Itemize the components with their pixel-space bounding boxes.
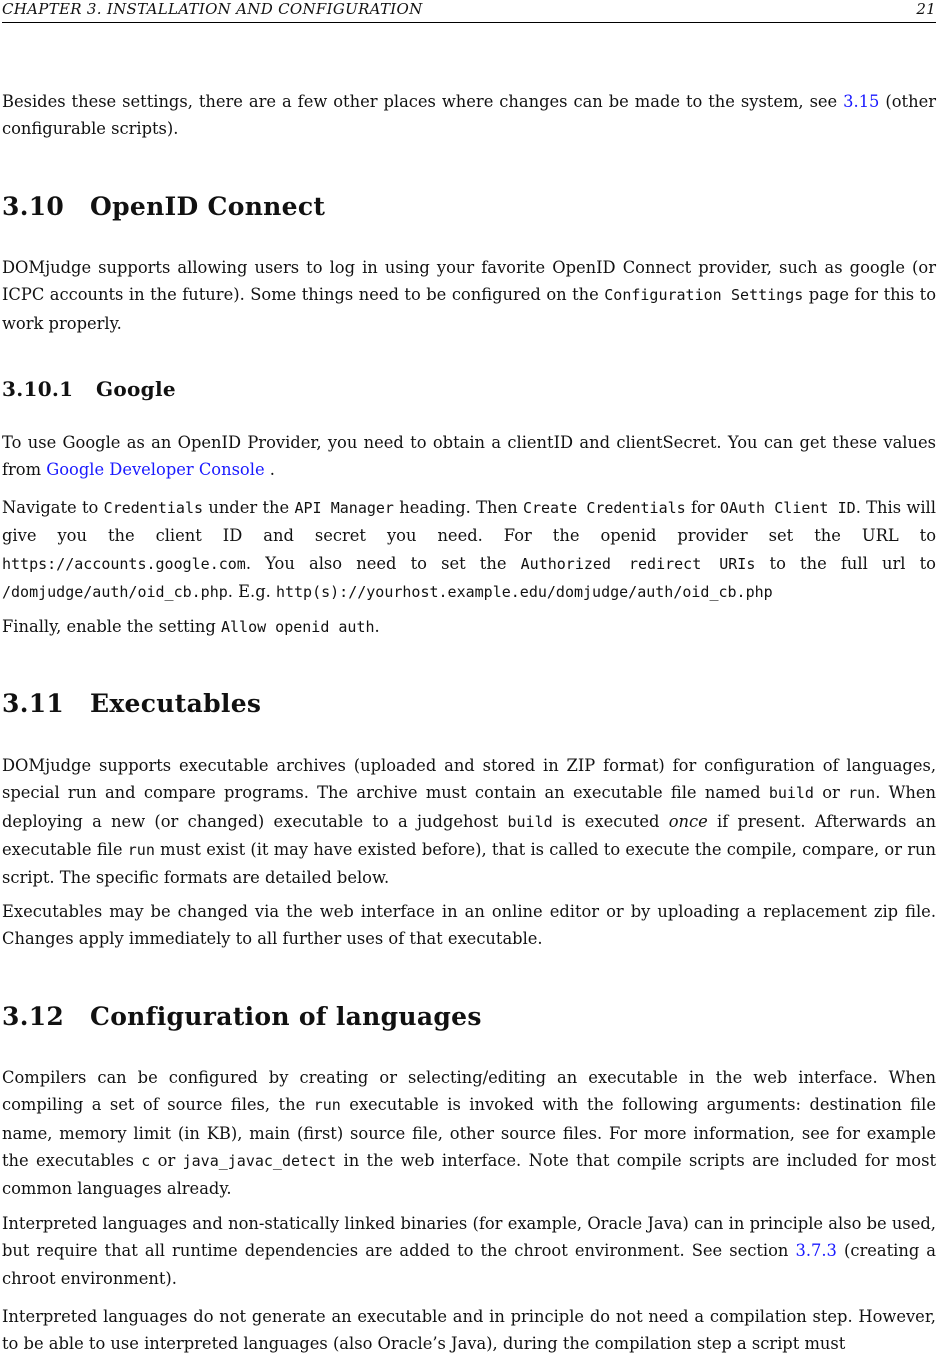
section-ref-link[interactable]: 3.15	[843, 92, 880, 111]
google-developer-console-link[interactable]: Google Developer Console	[46, 460, 265, 480]
inline-code: Create Credentials	[522, 499, 686, 517]
paragraph: Executables may be changed via the web interface in an online editor or by uploading a replacement zip file. Changes apply immediately to all further uses of that executable.	[2, 902, 936, 949]
section-heading	[2, 1002, 936, 1031]
inline-code: /domjudge/auth/oid_cb.php	[2, 582, 228, 601]
subsection-number: 3.10.1	[2, 377, 74, 401]
subsection-heading	[2, 377, 936, 401]
inline-code: java_javac_detect	[182, 1151, 337, 1170]
inline-code: Credentials	[103, 499, 204, 517]
paragraph: To use Google as an OpenID Provider, you need to obtain a clientID and clientSecret. You can get these values from Google Developer Console .	[2, 433, 936, 480]
paragraph: DOMjudge supports allowing users to log in using your favorite OpenID Connect provider, such as google (or ICPC accounts in the future). Some things need to be configured on the Configuration Settings page for this to work properly.	[2, 258, 936, 333]
inline-code: https://accounts.google.com	[2, 554, 246, 573]
inline-code: Allow openid auth	[220, 618, 375, 636]
inline-code: run	[848, 784, 876, 803]
paragraph: Interpreted languages and non-statically linked binaries (for example, Oracle Java) can in principle also be used, but require that all runtime dependencies are added to the chroot environment. See section 3.7.3 (creating a chroot environment).	[2, 1214, 937, 1288]
inline-code: build	[507, 812, 553, 831]
section-title: Executables	[90, 689, 262, 718]
paragraph: Compilers can be configured by creating or selecting/editing an executable in the web interface. When compiling a set of source files, the run executable is invoked with the following arguments: destination file name, memory limit (in KB), main (first) source file, other source files. For more information, see for example the executables c or java_javac_detect in the web interface. Note that compile scripts are included for most common languages already.	[2, 1068, 937, 1199]
emphasis: once	[668, 811, 708, 831]
inline-code: run	[127, 840, 155, 859]
inline-code: c	[141, 1151, 151, 1170]
section-title: OpenID Connect	[90, 192, 326, 221]
inline-code: build	[768, 784, 814, 803]
section-number: 3.11	[2, 689, 65, 718]
section-title: Configuration of languages	[90, 1002, 482, 1031]
section-heading	[2, 689, 936, 718]
page-number: 21	[916, 0, 936, 18]
paragraph: Navigate to Credentials under the API Manager heading. Then Create Credentials for OAuth Client ID. This will give you the client ID and secret you need. For the openid provider set the URL to https://accounts.google.com. You also need to set the Authorized redirect URIs to the full url to /domjudge/auth/oid_cb.php. E.g. http(s)://yourhost.example.edu/domjudge/auth/oid_cb.php	[2, 498, 936, 601]
section-number: 3.12	[2, 1002, 65, 1031]
inline-code: Configuration Settings	[604, 286, 804, 305]
subsection-title: Google	[96, 377, 176, 401]
paragraph: Interpreted languages do not generate an executable and in principle do not need a compilation step. However, to be able to use interpreted languages (also Oracle’s Java), during the compilation step a script must	[2, 1307, 936, 1354]
inline-code: API Manager	[294, 499, 394, 517]
section-ref-link[interactable]: 3.7.3	[795, 1241, 837, 1261]
inline-code: http(s)://yourhost.example.edu/domjudge/auth/oid_cb.php	[275, 582, 773, 601]
intro-paragraph: Besides these settings, there are a few other places where changes can be made to the system, see 3.15 (other configurable scripts).	[2, 92, 936, 139]
inline-code: OAuth Client ID	[719, 499, 856, 517]
paragraph: Finally, enable the setting Allow openid auth.	[2, 617, 380, 636]
section-number: 3.10	[2, 192, 65, 221]
inline-code: Authorized redirect URIs	[520, 554, 756, 573]
running-header	[2, 0, 936, 23]
chapter-title: CHAPTER 3. INSTALLATION AND CONFIGURATION	[2, 0, 423, 18]
paragraph: DOMjudge supports executable archives (uploaded and stored in ZIP format) for configuration of languages, special run and compare programs. The archive must contain an executable file named build or run. When deploying a new (or changed) executable to a judgehost build is executed once if present. Afterwards an executable file run must exist (it may have existed before), that is called to execute the compile, compare, or run script. The specific formats are detailed below.	[2, 756, 936, 888]
section-heading	[2, 192, 936, 221]
inline-code: run	[313, 1096, 341, 1115]
